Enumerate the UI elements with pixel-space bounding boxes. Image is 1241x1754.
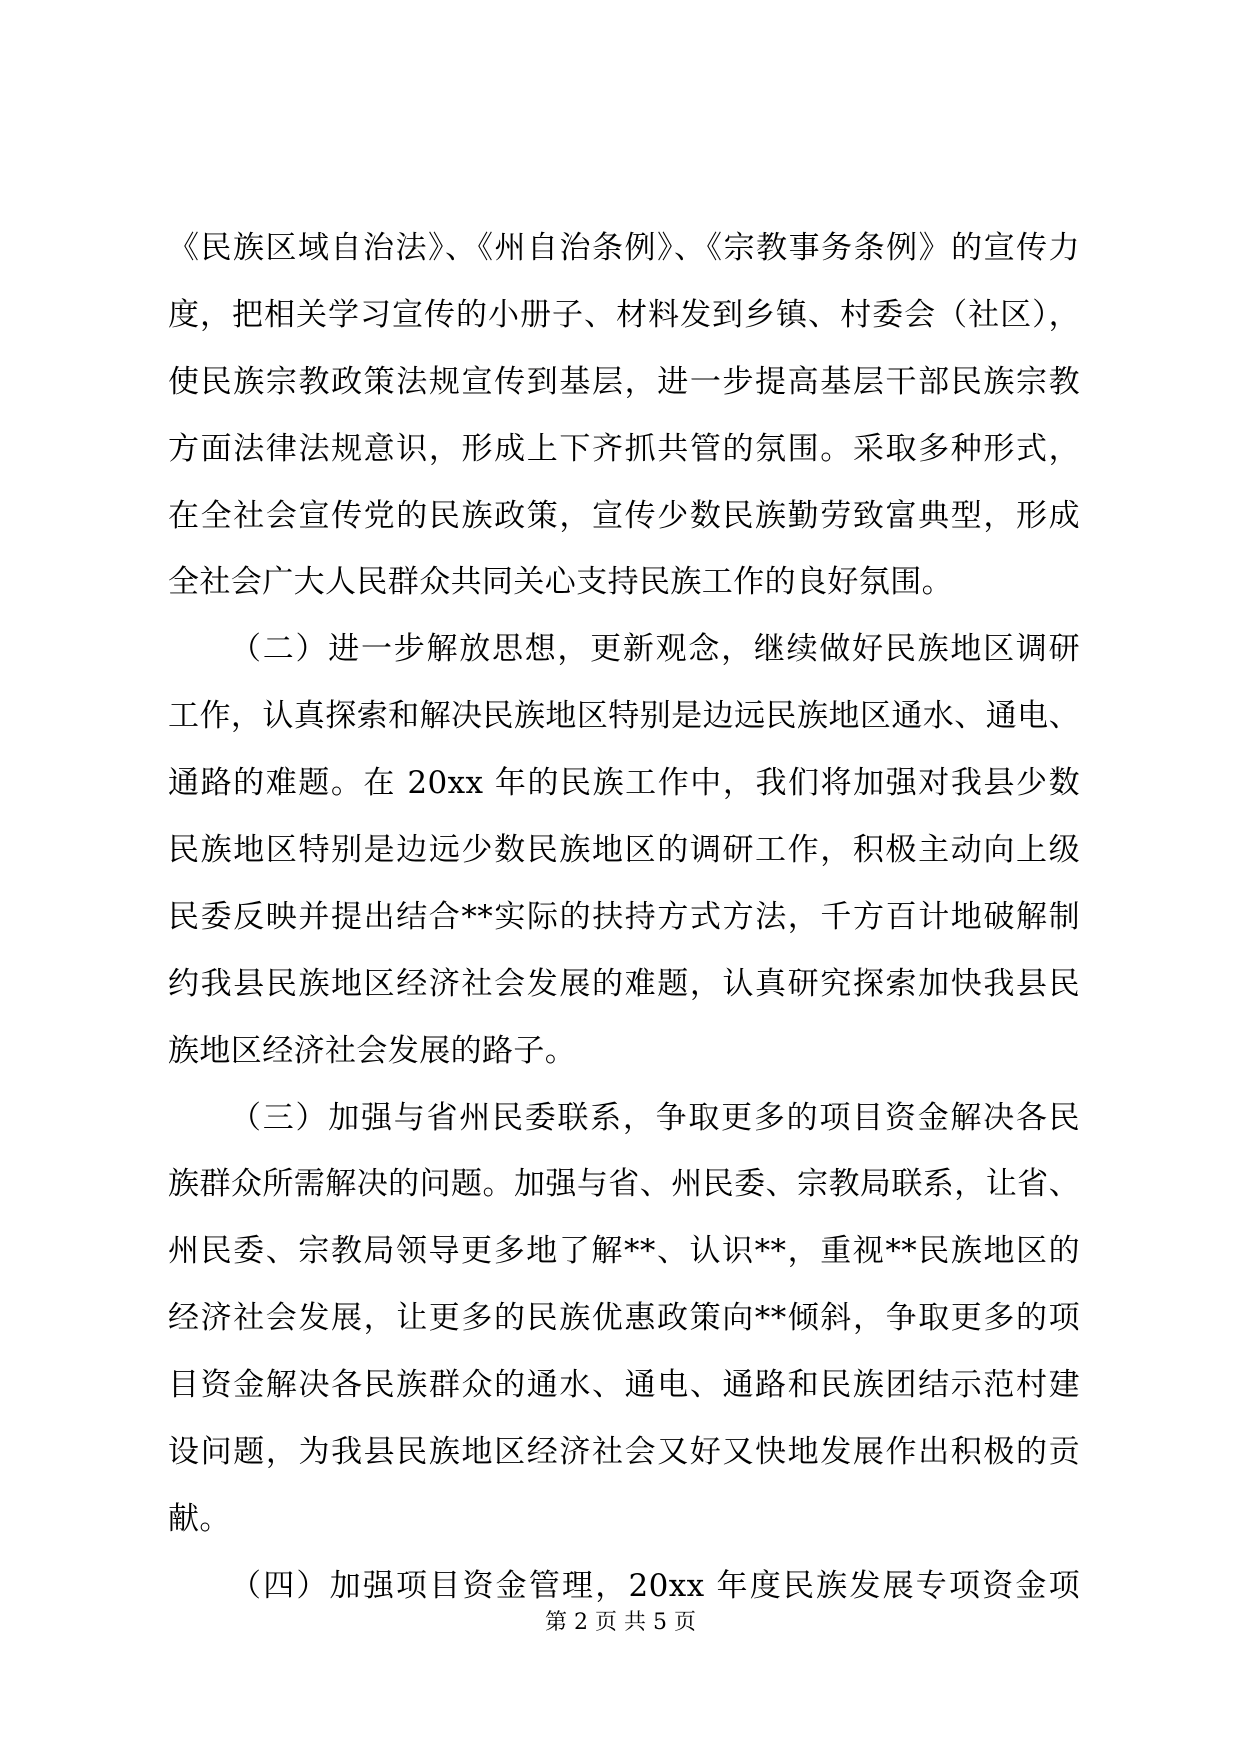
text-line: 族群众所需解决的问题。加强与省、州民委、宗教局联系，让省、 [168,1166,1080,1203]
text-line: 族地区经济社会发展的路子。 [168,1032,577,1069]
text-line: 设问题，为我县民族地区经济社会又好又快地发展作出积极的贡 [168,1434,1080,1471]
text-line: 州民委、宗教局领导更多地了解**、认识**，重视**民族地区的 [168,1233,1080,1270]
text-line: 民委反映并提出结合**实际的扶持方式方法，千方百计地破解制 [168,898,1080,935]
text-line: 献。 [168,1500,231,1537]
text-line: 目资金解决各民族群众的通水、通电、通路和民族团结示范村建 [168,1367,1080,1404]
text-line: 约我县民族地区经济社会发展的难题，认真研究探索加快我县民 [168,965,1080,1002]
text-line: 经济社会发展，让更多的民族优惠政策向**倾斜，争取更多的项 [168,1300,1080,1337]
text-line: （四）加强项目资金管理，20xx 年度民族发展专项资金项 [230,1567,1080,1604]
text-line: 通路的难题。在 20xx 年的民族工作中，我们将加强对我县少数 [168,765,1080,802]
document-body [168,228,1080,1633]
text-line: （二）进一步解放思想，更新观念，继续做好民族地区调研 [230,631,1080,668]
text-line: 度，把相关学习宣传的小册子、材料发到乡镇、村委会（社区）， [168,296,1080,333]
text-line: （三）加强与省州民委联系，争取更多的项目资金解决各民 [230,1099,1080,1136]
text-line: 《民族区域自治法》、《州自治条例》、《宗教事务条例》的宣传力 [168,230,1080,266]
text-line: 使民族宗教政策法规宣传到基层，进一步提高基层干部民族宗教 [168,363,1080,400]
text-line: 工作，认真探索和解决民族地区特别是边远民族地区通水、通电、 [168,698,1080,735]
text-line: 全社会广大人民群众共同关心支持民族工作的良好氛围。 [168,564,953,601]
text-line: 在全社会宣传党的民族政策，宣传少数民族勤劳致富典型，形成 [168,497,1080,534]
text-line: 民族地区特别是边远少数民族地区的调研工作，积极主动向上级 [168,832,1080,869]
text-line: 方面法律法规意识，形成上下齐抓共管的氛围。采取多种形式， [168,430,1080,467]
page-number-footer: 第 2 页 共 5 页 [545,1610,696,1635]
